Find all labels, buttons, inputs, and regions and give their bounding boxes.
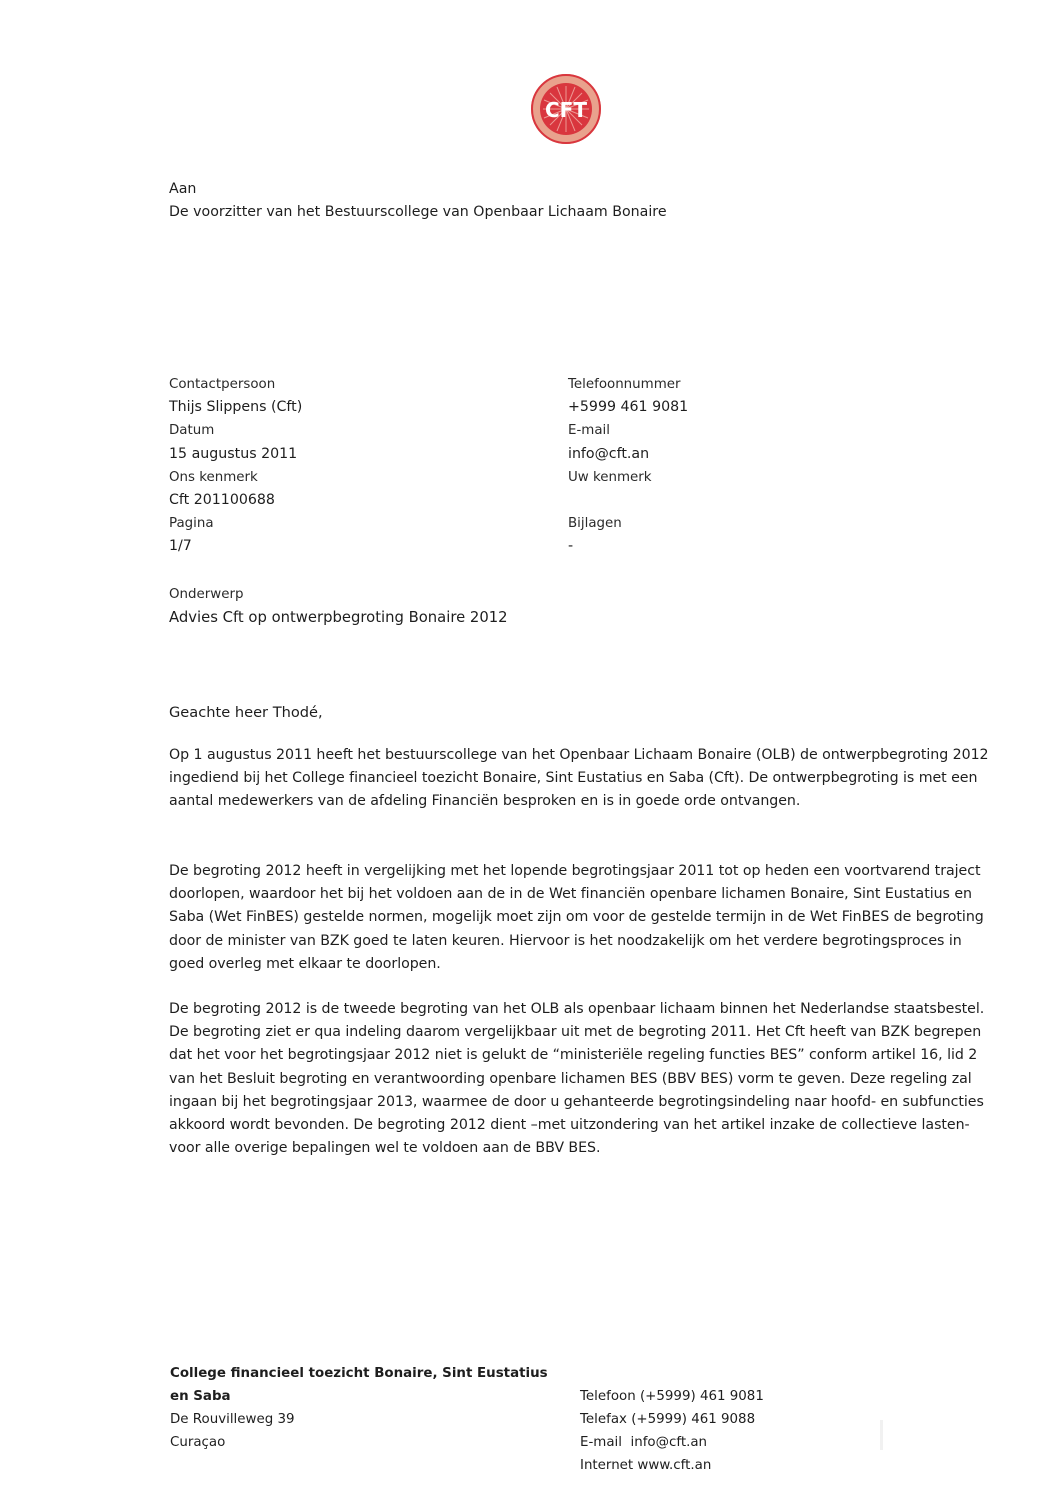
footer-contact-block	[580, 1385, 764, 1477]
meta-contact-label: Contactpersoon	[169, 377, 276, 392]
meta-phone-value: +5999 461 9081	[568, 399, 689, 416]
footer-org-name: College financieel toezicht Bonaire, Sint Eustatius	[170, 1366, 548, 1381]
meta-email-label: E-mail	[568, 423, 610, 439]
scan-artifact	[880, 1420, 883, 1450]
meta-email-value: info@cft.an	[568, 445, 650, 462]
footer-website: Internet www.cft.an	[580, 1458, 712, 1473]
footer-city: Curaçao	[170, 1435, 226, 1450]
meta-our-ref-label: Ons kenmerk	[169, 469, 258, 485]
subject-label: Onderwerp	[169, 587, 244, 602]
footer-phone: Telefoon (+5999) 461 9081	[580, 1389, 764, 1404]
addressee-block	[169, 178, 667, 224]
meta-your-ref-value	[568, 489, 688, 512]
addressee-label: Aan	[169, 181, 197, 197]
body-paragraph: De begroting 2012 heeft in vergelijking met het lopende begrotingsjaar 2011 tot op heden een voortvarend traject doorlopen, waardoor het bij het voldoen aan de in de Wet financiën openbare lichamen Bonaire, Sint Eustatius en Saba (Wet FinBES) gestelde normen, mogelijk moet zijn om voor de gestelde termijn in de Wet FinBES de begroting door de minister van BZK goed te laten keuren. Hiervoor is het noodzakelijk om het verdere begrotingsproces in goed overleg met elkaar te doorlopen.	[169, 863, 984, 972]
meta-page-label: Pagina	[169, 516, 214, 532]
meta-right-column	[568, 373, 688, 559]
subject-value: Advies Cft op ontwerpbegroting Bonaire 2012	[169, 609, 508, 626]
meta-contact-value: Thijs Slippens (Cft)	[169, 399, 303, 416]
meta-attachments-label: Bijlagen	[568, 516, 622, 532]
footer-email: E-mail info@cft.an	[580, 1435, 708, 1450]
body-paragraph: De begroting 2012 is de tweede begroting van het OLB als openbaar lichaam binnen het Nederlandse staatsbestel. De begroting ziet er qua indeling daarom vergelijkbaar uit met de begroting 2011. Het Cft heeft van BZK begrepen dat het voor het begrotingsjaar 2012 niet is gelukt de “ministeriële regeling functies BES” conform artikel 16, lid 2 van het Besluit begroting en verantwoording openbare lichamen BES (BBV BES) vorm te geven. Deze regeling zal ingaan bij het begrotingsjaar 2013, waarmee de door u gehanteerde begrotingsindeling naar hoofd- en subfuncties akkoord wordt bevonden. De begroting 2012 dient –met uitzondering van het artikel inzake de collectieve lasten- voor alle overige bepalingen wel te voldoen aan de BBV BES.	[169, 1001, 985, 1157]
meta-date-label: Datum	[169, 423, 215, 439]
logo-text: CFT	[545, 98, 587, 122]
meta-date-value: 15 augustus 2011	[169, 445, 298, 462]
cft-logo	[529, 72, 603, 146]
addressee-recipient: De voorzitter van het Bestuurscollege van Openbaar Lichaam Bonaire	[169, 204, 667, 220]
meta-page-value: 1/7	[169, 538, 192, 555]
cft-logo-icon	[529, 72, 603, 146]
body-paragraph: Op 1 augustus 2011 heeft het bestuurscollege van het Openbaar Lichaam Bonaire (OLB) de ontwerpbegroting 2012 ingediend bij het College financieel toezicht Bonaire, Sint Eustatius en Saba (Cft). De ontwerpbegroting is met een aantal medewerkers van de afdeling Financiën besproken en is in goede orde ontvangen.	[169, 747, 989, 810]
footer-org-name-cont: en Saba	[170, 1389, 231, 1404]
footer-street: De Rouvilleweg 39	[170, 1412, 295, 1427]
meta-phone-label: Telefoonnummer	[568, 377, 681, 392]
salutation: Geachte heer Thodé,	[169, 704, 323, 721]
meta-your-ref-label: Uw kenmerk	[568, 469, 652, 485]
footer-fax: Telefax (+5999) 461 9088	[580, 1412, 756, 1427]
meta-attachments-value: -	[568, 538, 574, 555]
footer-address-block	[170, 1362, 548, 1454]
subject-block	[169, 583, 508, 629]
meta-left-column	[169, 373, 302, 559]
meta-our-ref-value: Cft 201100688	[169, 491, 275, 508]
